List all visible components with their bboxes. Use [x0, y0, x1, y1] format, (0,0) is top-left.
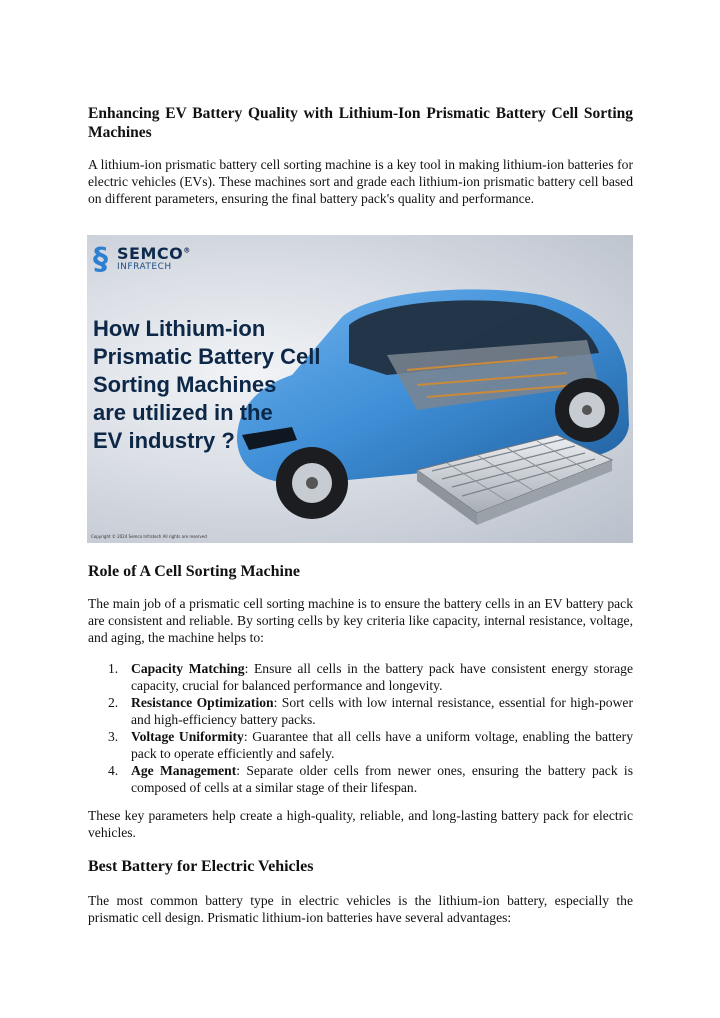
list-item-text: Guarantee that all cells have a uniform voltage, enabling the battery pack to operate efficiently and safely. — [131, 729, 633, 761]
section1-paragraph: The main job of a prismatic cell sorting machine is to ensure the battery cells in an EV battery pack are consistent and reliable. By sorting cells by key criteria like capacity, internal resistance, voltage, and aging, the machine helps to: — [88, 596, 633, 645]
list-item-term: Resistance Optimization — [131, 695, 274, 710]
hero-heading-line: How Lithium-ion — [93, 316, 266, 341]
list-item: 3. Voltage Uniformity: Guarantee that all cells have a uniform voltage, enabling the battery pack to operate efficiently and safely. — [108, 729, 633, 761]
semco-logo-icon: § — [93, 242, 108, 277]
list-item: 2. Resistance Optimization: Sort cells with low internal resistance, essential for high-power and high-efficiency battery packs. — [108, 695, 633, 727]
logo-name: SEMCO® — [117, 244, 191, 263]
logo-subtitle: INFRATECH — [117, 262, 172, 272]
hero-heading-line: are utilized in the — [93, 400, 273, 425]
list-item-term: Voltage Uniformity — [131, 729, 244, 744]
hero-heading-line: EV industry ? — [93, 428, 235, 453]
section1-closing: These key parameters help create a high-quality, reliable, and long-lasting battery pack for electric vehicles. — [88, 808, 633, 840]
list-item-text: Separate older cells from newer ones, ensuring the battery pack is composed of cells at a similar stage of their lifespan. — [131, 763, 634, 795]
section-heading-role: Role of A Cell Sorting Machine — [88, 563, 300, 580]
list-item-term: Capacity Matching — [131, 661, 245, 676]
section-heading-best-battery: Best Battery for Electric Vehicles — [88, 858, 314, 875]
hero-heading — [93, 315, 323, 455]
document-title: Enhancing EV Battery Quality with Lithium-Ion Prismatic Battery Cell Sorting Machines — [88, 105, 633, 141]
list-item-text: Sort cells with low internal resistance, essential for high-power and high-efficiency battery packs. — [131, 695, 633, 727]
hero-image — [87, 235, 633, 543]
list-item-term: Age Management — [131, 763, 237, 778]
hero-heading-line: Prismatic Battery Cell — [93, 344, 321, 369]
list-item: 1. Capacity Matching: Ensure all cells in the battery pack have consistent energy storage capacity, crucial for balanced performance and longevity. — [108, 661, 634, 693]
list-item-text: Ensure all cells in the battery pack have consistent energy storage capacity, crucial for balanced performance and longevity. — [131, 661, 634, 693]
section2-paragraph: The most common battery type in electric vehicles is the lithium-ion battery, especially the prismatic cell design. Prismatic lithium-ion batteries have several advantages: — [88, 893, 633, 925]
criteria-list — [88, 660, 633, 796]
list-item: 4. Age Management: Separate older cells from newer ones, ensuring the battery pack is composed of cells at a similar stage of their lifespan. — [108, 763, 634, 795]
intro-paragraph: A lithium-ion prismatic battery cell sorting machine is a key tool in making lithium-ion batteries for electric vehicles (EVs). These machines sort and grade each lithium-ion prismatic battery cell based on different parameters, ensuring the final battery pack's quality and performance. — [88, 157, 633, 206]
hero-copyright: Copyright © 2024 Semco Infratech All rights are reserved — [91, 534, 207, 539]
hero-heading-line: Sorting Machines — [93, 372, 277, 397]
